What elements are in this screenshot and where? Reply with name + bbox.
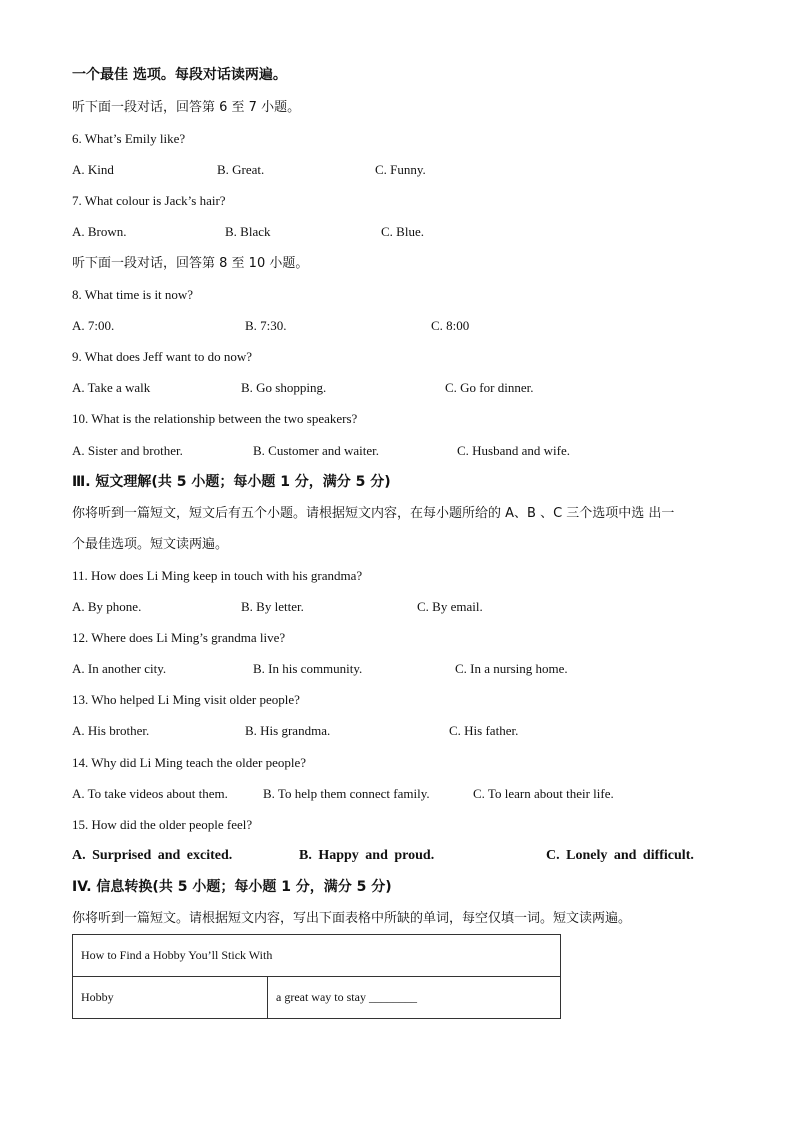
q13-option-c: C. His father. <box>449 723 519 738</box>
q7-option-a: A. Brown. <box>72 224 127 239</box>
section-3-instruction-line2: 个最佳选项。短文读两遍。 <box>72 537 229 552</box>
q13-option-b: B. His grandma. <box>245 723 331 738</box>
q14-option-c: C. To learn about their life. <box>473 786 614 801</box>
q9-option-c: C. Go for dinner. <box>445 380 534 395</box>
q8-option-c: C. 8:00 <box>431 318 470 333</box>
table-row <box>73 977 561 1019</box>
table-answer-cell[interactable]: a great way to stay ________ <box>268 977 561 1019</box>
dialog-intro-8-10: 听下面一段对话，回答第 8 至 10 小题。 <box>72 256 309 271</box>
section-instruction-continued: 一个最佳 选项。每段对话读两遍。 <box>72 67 287 83</box>
question-7: 7. What colour is Jack’s hair? <box>72 193 226 208</box>
q10-option-c: C. Husband and wife. <box>457 443 571 458</box>
q6-option-a: A. Kind <box>72 162 114 177</box>
dialog-intro-6-7: 听下面一段对话，回答第 6 至 7 小题。 <box>72 100 301 115</box>
table-label-cell: Hobby <box>73 977 268 1019</box>
q12-option-c: C. In a nursing home. <box>455 661 568 676</box>
question-10: 10. What is the relationship between the two speakers? <box>72 411 358 426</box>
question-15: 15. How did the older people feel? <box>72 817 253 832</box>
q11-option-b: B. By letter. <box>241 599 304 614</box>
question-13: 13. Who helped Li Ming visit older people? <box>72 692 300 707</box>
q11-option-a: A. By phone. <box>72 599 142 614</box>
q10-option-a: A. Sister and brother. <box>72 443 183 458</box>
q14-option-a: A. To take videos about them. <box>72 786 228 801</box>
table-title-cell: How to Find a Hobby You’ll Stick With <box>73 935 561 977</box>
section-4-heading: IV. 信息转换(共 5 小题；每小题 1 分，满分 5 分) <box>72 879 392 895</box>
q14-option-b: B. To help them connect family. <box>263 786 430 801</box>
question-14: 14. Why did Li Ming teach the older people? <box>72 755 307 770</box>
q15-option-c: C. Lonely and difficult. <box>546 848 694 863</box>
q9-option-b: B. Go shopping. <box>241 380 327 395</box>
q10-option-b: B. Customer and waiter. <box>253 443 380 458</box>
question-12: 12. Where does Li Ming’s grandma live? <box>72 630 286 645</box>
q7-option-c: C. Blue. <box>381 224 424 239</box>
q15-option-b: B. Happy and proud. <box>299 848 435 863</box>
question-8: 8. What time is it now? <box>72 287 194 302</box>
q13-option-a: A. His brother. <box>72 723 150 738</box>
question-11: 11. How does Li Ming keep in touch with his grandma? <box>72 568 363 583</box>
section-3-instruction-line1: 你将听到一篇短文，短文后有五个小题。请根据短文内容，在每小题所给的 A、B 、C 三个选项中选 出一 <box>72 506 675 521</box>
q12-option-b: B. In his community. <box>253 661 363 676</box>
q15-option-a: A. Surprised and excited. <box>72 848 233 863</box>
q7-option-b: B. Black <box>225 224 271 239</box>
question-6: 6. What’s Emily like? <box>72 131 186 146</box>
q8-option-a: A. 7:00. <box>72 318 115 333</box>
section-3-heading: Ⅲ. 短文理解(共 5 小题；每小题 1 分，满分 5 分) <box>72 474 391 490</box>
q9-option-a: A. Take a walk <box>72 380 151 395</box>
q11-option-c: C. By email. <box>417 599 483 614</box>
section-4-instruction: 你将听到一篇短文。请根据短文内容，写出下面表格中所缺的单词，每空仅填一词。短文读两遍。 <box>72 911 632 926</box>
q6-option-b: B. Great. <box>217 162 265 177</box>
q12-option-a: A. In another city. <box>72 661 167 676</box>
q8-option-b: B. 7:30. <box>245 318 287 333</box>
question-9: 9. What does Jeff want to do now? <box>72 349 253 364</box>
q6-option-c: C. Funny. <box>375 162 426 177</box>
table-row <box>73 935 561 977</box>
info-transfer-table <box>72 934 561 1019</box>
